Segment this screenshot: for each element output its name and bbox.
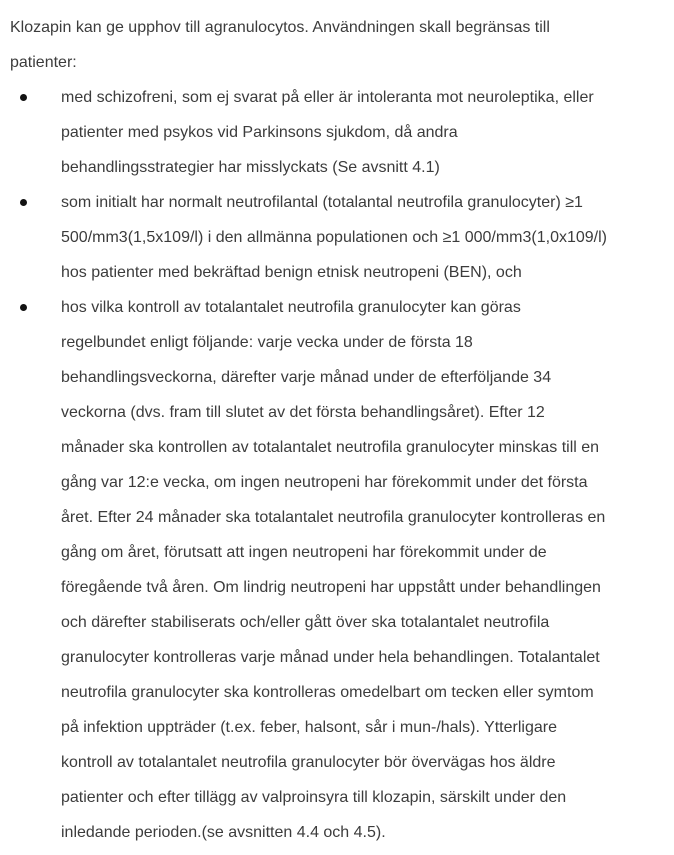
text-line: inledande perioden.(se avsnitten 4.4 och 4.5). bbox=[61, 824, 386, 841]
bullet-marker bbox=[10, 185, 61, 290]
text-line: 500/mm3(1,5x109/l) i den allmänna populationen och ≥1 000/mm3(1,0x109/l) bbox=[61, 229, 607, 246]
text-line: granulocyter kontrolleras varje månad under hela behandlingen. Totalantalet bbox=[61, 649, 600, 666]
bullet-icon bbox=[20, 94, 27, 101]
bullet-text bbox=[61, 290, 661, 850]
intro-paragraph bbox=[10, 10, 661, 80]
bullet-text bbox=[61, 185, 661, 290]
text-line: månader ska kontrollen av totalantalet neutrofila granulocyter minskas till en bbox=[61, 439, 600, 456]
text-line: med schizofreni, som ej svarat på eller är intoleranta mot neuroleptika, eller bbox=[61, 89, 594, 106]
text-line: hos vilka kontroll av totalantalet neutrofila granulocyter kan göras bbox=[61, 299, 521, 316]
text-line: föregående två åren. Om lindrig neutropeni har uppstått under behandlingen bbox=[61, 579, 601, 596]
bullet-icon bbox=[20, 304, 27, 311]
text-line: regelbundet enligt följande: varje vecka under de första 18 bbox=[61, 334, 473, 351]
text-line: som initialt har normalt neutrofilantal (totalantal neutrofila granulocyter) ≥1 bbox=[61, 194, 583, 211]
list-item-neutrofilantal bbox=[10, 185, 661, 290]
text-line: på infektion uppträder (t.ex. feber, halsont, sår i mun-/hals). Ytterligare bbox=[61, 719, 557, 736]
bullet-marker bbox=[10, 290, 61, 850]
text-line: patienter och efter tillägg av valproinsyra till klozapin, särskilt under den bbox=[61, 789, 567, 806]
text-line: och därefter stabiliserats och/eller gått över ska totalantalet neutrofila bbox=[61, 614, 550, 631]
text-line: gång var 12:e vecka, om ingen neutropeni har förekommit under det första bbox=[61, 474, 588, 491]
text-line: behandlingsveckorna, därefter varje månad under de efterföljande 34 bbox=[61, 369, 552, 386]
text-line: veckorna (dvs. fram till slutet av det första behandlingsåret). Efter 12 bbox=[61, 404, 545, 421]
text-line: patienter: bbox=[10, 54, 77, 71]
bullet-marker bbox=[10, 80, 61, 185]
text-line: gång om året, förutsatt att ingen neutropeni har förekommit under de bbox=[61, 544, 547, 561]
list-item-schizofreni bbox=[10, 80, 661, 185]
text-line: året. Efter 24 månader ska totalantalet neutrofila granulocyter kontrolleras en bbox=[61, 509, 606, 526]
text-line: kontroll av totalantalet neutrofila granulocyter bör övervägas hos äldre bbox=[61, 754, 556, 771]
text-line: hos patienter med bekräftad benign etnisk neutropeni (BEN), och bbox=[61, 264, 522, 281]
bullet-icon bbox=[20, 199, 27, 206]
text-line: patienter med psykos vid Parkinsons sjukdom, då andra bbox=[61, 124, 458, 141]
text-line: behandlingsstrategier har misslyckats (Se avsnitt 4.1) bbox=[61, 159, 440, 176]
bullet-text bbox=[61, 80, 661, 185]
text-line: neutrofila granulocyter ska kontrolleras omedelbart om tecken eller symtom bbox=[61, 684, 594, 701]
text-line: Klozapin kan ge upphov till agranulocytos. Användningen skall begränsas till bbox=[10, 19, 550, 36]
list-item-kontroll bbox=[10, 290, 661, 850]
